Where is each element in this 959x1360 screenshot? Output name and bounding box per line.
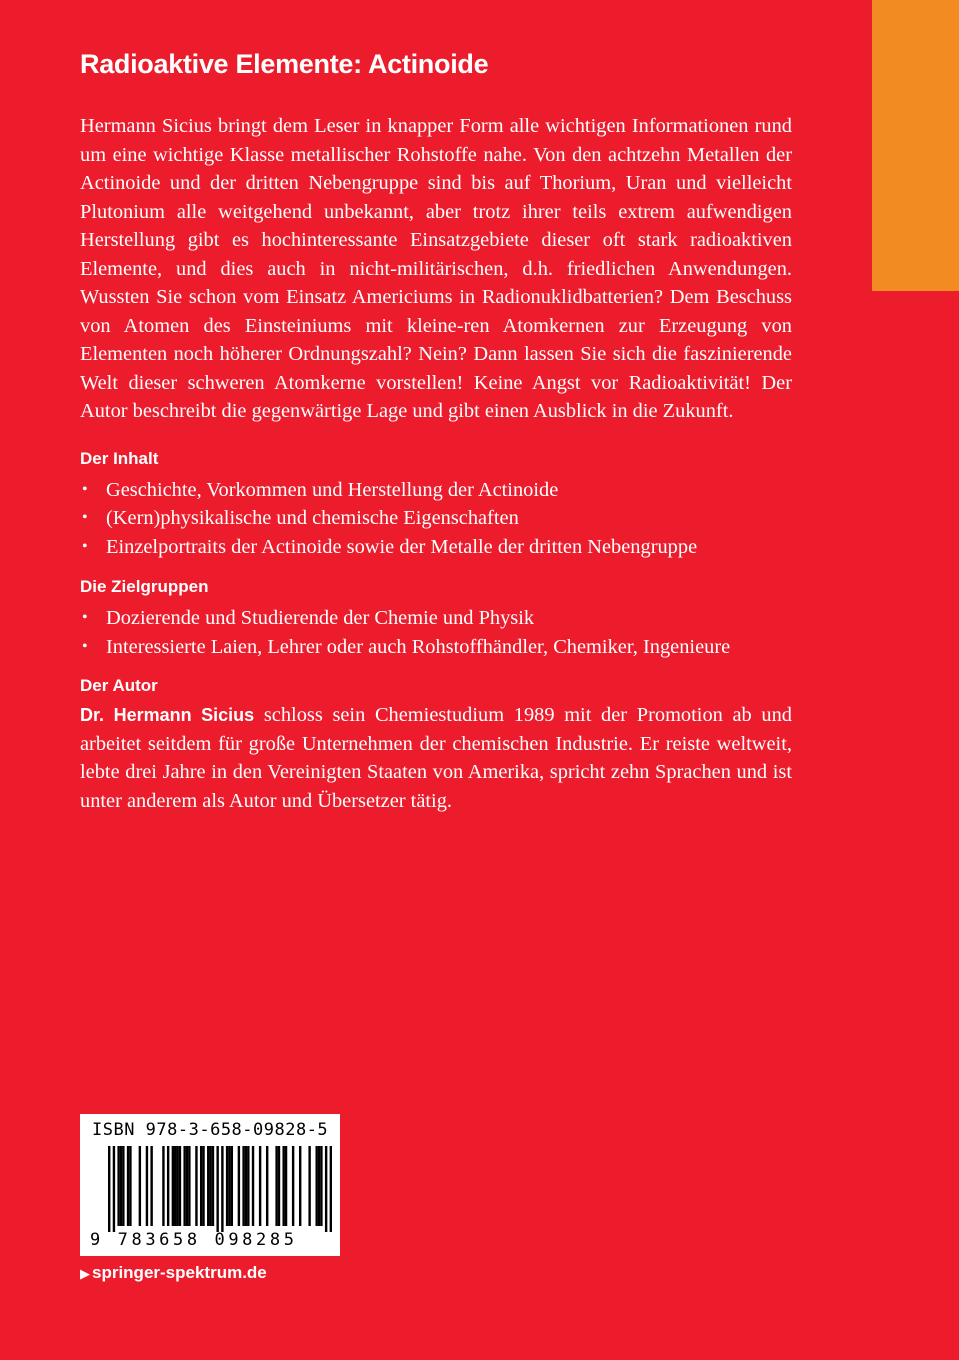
- isbn-number: ISBN 978-3-658-09828-5: [92, 1120, 329, 1140]
- zielgruppen-heading: Die Zielgruppen: [80, 576, 209, 596]
- barcode-bar: [320, 1146, 322, 1226]
- barcode-bar: [167, 1146, 169, 1226]
- list-item: • Dozierende und Studierende der Chemie und Physik: [80, 604, 800, 633]
- barcode-bar: [315, 1146, 317, 1226]
- barcode-bar: [252, 1146, 254, 1226]
- barcode-bar: [122, 1146, 124, 1226]
- barcode-bar: [150, 1146, 152, 1226]
- barcode-bar: [330, 1146, 332, 1232]
- barcode-bar: [221, 1146, 223, 1232]
- list-item: • Interessierte Laien, Lehrer oder auch Rohstoffhändler, Chemiker, Ingenieure: [80, 633, 800, 662]
- barcode-bar: [238, 1146, 240, 1226]
- orange-accent-tab: [872, 0, 959, 291]
- barcode-bar: [209, 1146, 211, 1226]
- barcode-bar: [228, 1146, 230, 1226]
- barcode-bar: [318, 1146, 320, 1226]
- barcode-bar: [299, 1146, 301, 1226]
- arrow-icon: ▶: [80, 1266, 90, 1281]
- barcode-bar: [162, 1146, 164, 1226]
- barcode-bar: [275, 1146, 277, 1226]
- barcode-bar: [245, 1146, 247, 1226]
- barcode-bar: [226, 1146, 228, 1226]
- barcode-bar: [113, 1146, 115, 1232]
- inhalt-list: [80, 476, 800, 562]
- barcode-bar: [202, 1146, 204, 1226]
- barcode-bar: [108, 1146, 110, 1232]
- barcode-bar: [179, 1146, 181, 1226]
- barcode-bar: [308, 1146, 310, 1226]
- book-blurb: Hermann Sicius bringt dem Leser in knapper Form alle wichtigen Informationen rund um eine wichtige Klasse metallischer Rohstoffe nahe. Von den achtzehn Metallen der Actinoide und der dritten Nebengruppe sind bis auf Thorium, Uran und vielleicht Plutonium alle weitgehend unbekannt, aber trotz ihrer teils extrem aufwendigen Herstellung gibt es hochinteressante Einsatzgebiete dieser oft stark radioaktiven Elemente, und dies auch in nicht-militärischen, d.h. friedlichen Anwendungen. Wussten Sie schon vom Einsatz Americiums in Radionuklidbatterien? Dem Beschuss von Atomen des Einsteiniums mit kleine-ren Atomkernen zur Erzeugung von Elementen noch höherer Ordnungszahl? Nein? Dann lassen Sie sich die faszinierende Welt dieser schweren Atomkerne vorstellen! Keine Angst vor Radioaktivität! Der Autor beschreibt die gegenwärtige Lage und gibt einen Ausblick in die Zukunft.: [80, 115, 792, 422]
- bullet-icon: •: [82, 509, 88, 527]
- back-cover-content: [80, 44, 800, 815]
- barcode-bar: [183, 1146, 185, 1226]
- barcode-bar: [231, 1146, 233, 1226]
- book-title: Radioaktive Elemente: Actinoide: [80, 49, 489, 79]
- publisher-website[interactable]: ▶ springer-spektrum.de: [80, 1263, 267, 1282]
- barcode-bar: [129, 1146, 131, 1226]
- barcode-bar: [127, 1146, 129, 1226]
- barcode-bar: [325, 1146, 327, 1232]
- bullet-icon: •: [82, 637, 88, 655]
- barcode-bar: [247, 1146, 249, 1226]
- bullet-icon: •: [82, 608, 88, 626]
- barcode-bar: [195, 1146, 197, 1226]
- barcode-bar: [172, 1146, 174, 1226]
- bullet-icon: •: [82, 538, 88, 556]
- barcode-bar: [259, 1146, 261, 1226]
- barcode-bar: [285, 1146, 287, 1226]
- barcode-bar: [174, 1146, 176, 1226]
- author-bio: [80, 701, 792, 815]
- list-item: • Geschichte, Vorkommen und Herstellung der Actinoide: [80, 476, 800, 505]
- barcode-bar: [117, 1146, 119, 1226]
- barcode-bar: [176, 1146, 178, 1226]
- barcode-bar: [278, 1146, 280, 1226]
- barcode-bar: [292, 1146, 294, 1226]
- barcode-bar: [200, 1146, 202, 1226]
- barcode-bar: [207, 1146, 209, 1226]
- author-bio-text: schloss sein Chemiestudium 1989 mit der Promotion ab und arbeitet seitdem für große Unternehmen der chemischen Industrie. Er reiste weltweit, lebte drei Jahre in den Vereinigten Staaten von Amerika, spricht zehn Sprachen und ist unter anderem als Autor und Übersetzer tätig.: [80, 704, 793, 812]
- bullet-icon: •: [82, 480, 88, 498]
- barcode-bar: [282, 1146, 284, 1226]
- barcode-bar: [186, 1146, 188, 1226]
- zielgruppen-list: [80, 604, 800, 662]
- ean-digits: 9 783658 098285: [90, 1230, 298, 1250]
- barcode-bar: [216, 1146, 218, 1232]
- autor-heading: Der Autor: [80, 676, 158, 696]
- list-item: • Einzelportraits der Actinoide sowie der Metalle der dritten Nebengruppe: [80, 533, 800, 562]
- barcode-bar: [266, 1146, 268, 1226]
- barcode-bars: [108, 1146, 332, 1232]
- barcode-bar: [212, 1146, 214, 1226]
- inhalt-heading: Der Inhalt: [80, 448, 159, 468]
- barcode-bar: [139, 1146, 141, 1226]
- barcode-bar: [242, 1146, 244, 1226]
- author-name: Dr. Hermann Sicius: [80, 705, 255, 726]
- isbn-barcode: [80, 1114, 340, 1256]
- barcode-bar: [120, 1146, 122, 1226]
- list-item: • (Kern)physikalische und chemische Eigenschaften: [80, 504, 800, 533]
- barcode-bar: [188, 1146, 190, 1226]
- barcode-bar: [146, 1146, 148, 1226]
